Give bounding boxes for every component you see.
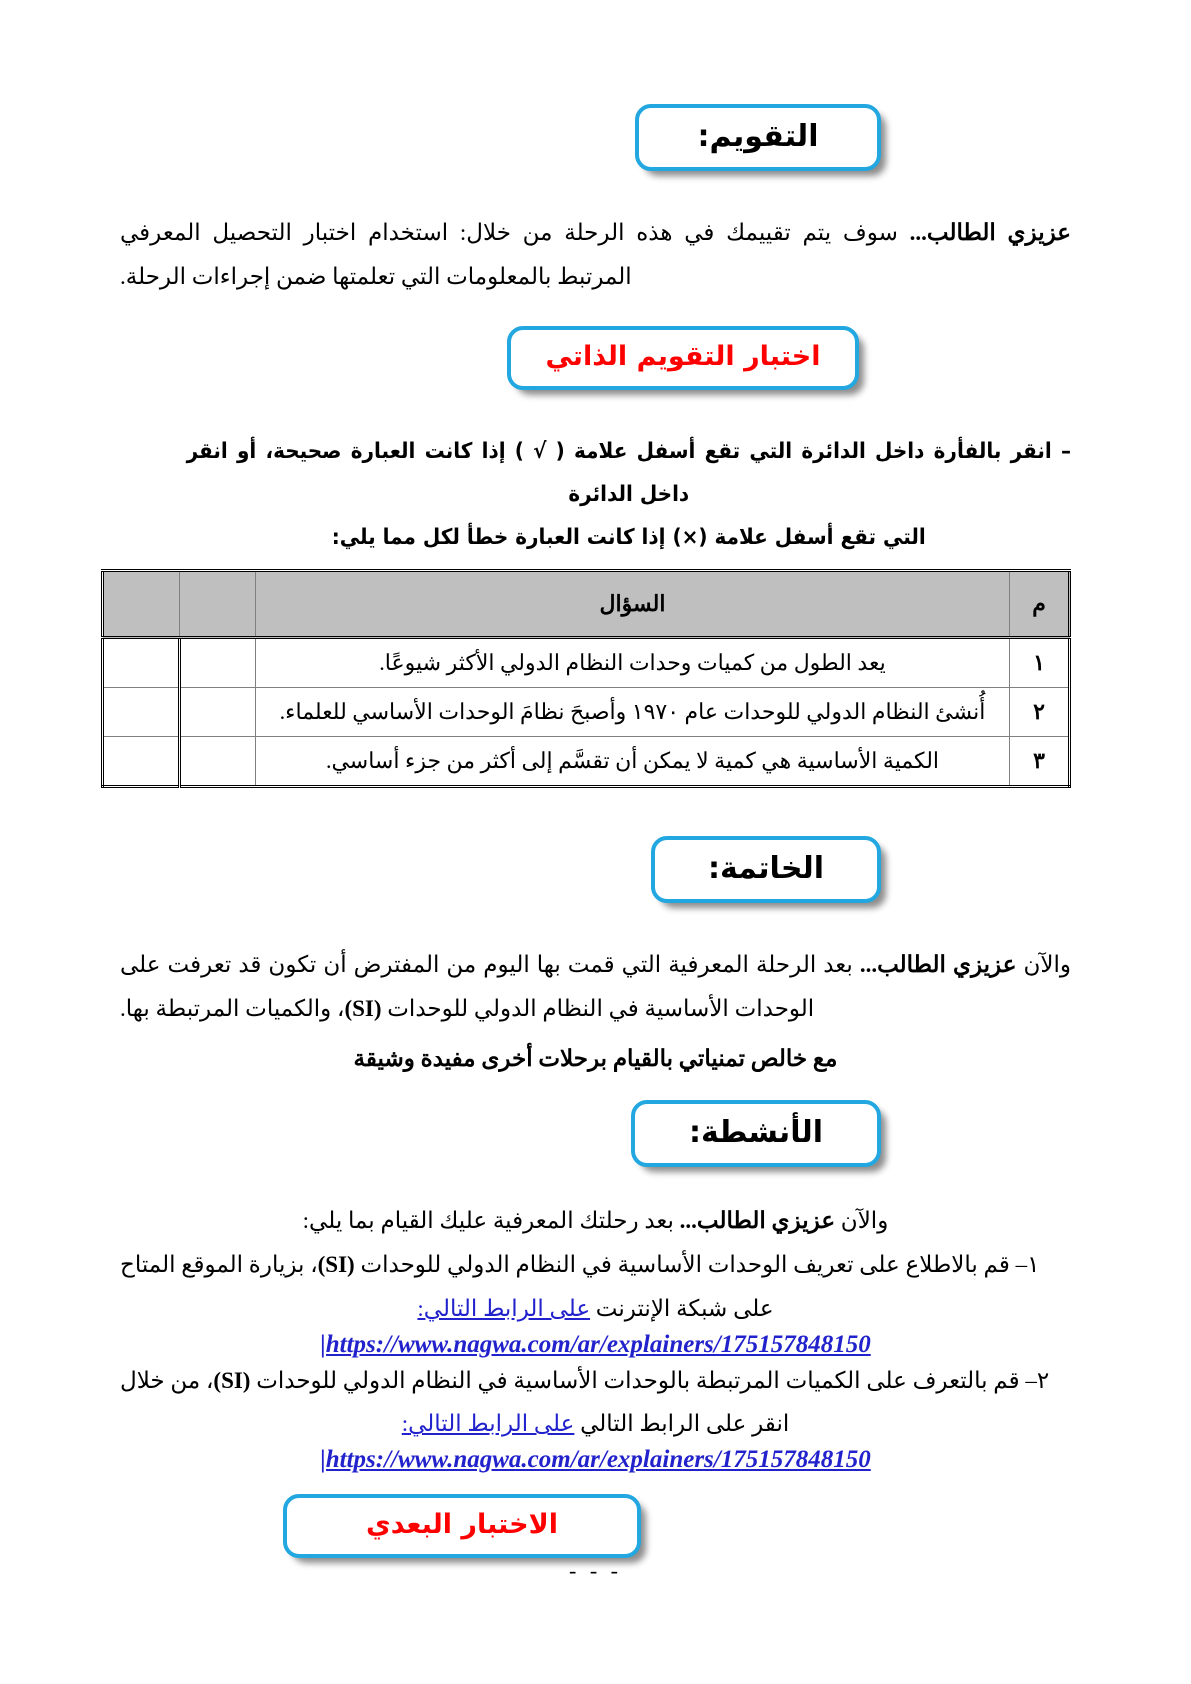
- evaluation-paragraph-bold: عزيزي الطالب...: [909, 220, 1072, 245]
- table-head: [103, 571, 1070, 638]
- selftest-title-text: اختبار التقويم الذاتي: [545, 341, 821, 373]
- selftest-instruction-line2: التي تقع أسفل علامة (×) إذا كانت العبارة خطأ لكل مما يلي:: [331, 525, 926, 551]
- table-row: [103, 688, 1070, 737]
- spacer-after-eval-title: [120, 171, 1071, 211]
- activities-intro-bold: عزيزي الطالب...: [679, 1208, 836, 1234]
- table-header-number: [1010, 571, 1070, 638]
- conclusion-line1-prefix: والآن: [1016, 952, 1072, 978]
- row-answer-true-cell[interactable]: [180, 737, 256, 787]
- row-answer-true-cell[interactable]: [180, 688, 256, 737]
- top-spacer-2: [120, 80, 1071, 104]
- spacer-after-conclusion-title: [120, 903, 1071, 943]
- selftest-instruction-line1: – انقر بالفأرة داخل الدائرة التي تقع أسفل علامة ( √ ) إذا كانت العبارة صحيحة، أو انقر داخل الدائرة: [186, 439, 1071, 508]
- activity-1-marker: ١–: [1015, 1252, 1040, 1278]
- row-answer-true-cell[interactable]: [180, 638, 256, 688]
- conclusion-paragraph: [120, 943, 1071, 1030]
- table-row: [103, 737, 1070, 787]
- table-header-number-label: م: [1032, 591, 1046, 617]
- footer-dashes: - - -: [569, 1557, 622, 1583]
- activities-intro-prefix: والآن: [835, 1208, 889, 1234]
- conclusion-si-abbrev: (SI): [344, 995, 382, 1021]
- activities-intro: [120, 1199, 1071, 1243]
- spacer-before-selftest: [120, 298, 1071, 326]
- activity-1-url[interactable]: |https://www.nagwa.com/ar/explainers/175157848150: [320, 1330, 871, 1358]
- activities-intro-rest: بعد رحلتك المعرفية عليك القيام بما يلي:: [302, 1208, 680, 1234]
- activity-1-inline-link[interactable]: على الرابط التالي:: [417, 1295, 591, 1321]
- row-number: ٢: [1010, 688, 1070, 737]
- activities-title-text: الأنشطة:: [688, 1115, 824, 1151]
- conclusion-line1-bold: عزيزي الطالب...: [859, 952, 1017, 978]
- table-header-row: [103, 571, 1070, 638]
- posttest-title-text: الاختبار البعدي: [366, 1508, 558, 1540]
- evaluation-title-box: [635, 104, 881, 171]
- activity-1-text-part2: ، بزيارة الموقع المتاح: [120, 1252, 318, 1278]
- activity-1-url-line: [120, 1331, 1071, 1359]
- selftest-title-box: [507, 326, 859, 390]
- activity-2-line2: [120, 1402, 1071, 1446]
- table-header-mark-true: [180, 571, 256, 638]
- activity-2-text-part2: ، من خلال: [120, 1367, 214, 1393]
- activity-2-url[interactable]: |https://www.nagwa.com/ar/explainers/175157848150: [320, 1445, 871, 1473]
- self-assessment-table: [101, 569, 1071, 788]
- activity-2-inline-link[interactable]: على الرابط التالي:: [401, 1411, 575, 1437]
- evaluation-title-text: التقويم:: [697, 119, 819, 154]
- conclusion-title-text: الخاتمة:: [707, 851, 824, 887]
- activity-1-line2: [120, 1287, 1071, 1331]
- table-body: [103, 638, 1070, 787]
- table-row: [103, 638, 1070, 688]
- top-spacer: [120, 0, 1071, 80]
- row-question: يعد الطول من كميات وحدات النظام الدولي الأكثر شيوعًا.: [256, 638, 1010, 688]
- spacer-after-activities-title: [120, 1167, 1071, 1199]
- spacer-before-posttest: [120, 1474, 1071, 1494]
- conclusion-line2-part1: على الوحدات الأساسية في النظام الدولي للوحدات: [120, 952, 815, 1021]
- evaluation-paragraph-line2: بالمعلومات التي تعلمتها ضمن إجراءات الرحلة.: [120, 263, 552, 289]
- row-question: الكمية الأساسية هي كمية لا يمكن أن تقسَّم إلى أكثر من جزء أساسي.: [256, 737, 1010, 787]
- activities-title-box: [631, 1100, 881, 1167]
- row-number: ٣: [1010, 737, 1070, 787]
- evaluation-paragraph: [120, 211, 1071, 298]
- conclusion-closing-wish: مع خالص تمنياتي بالقيام برحلات أخرى مفيدة وشيقة: [353, 1046, 838, 1072]
- conclusion-line2-part2: ، والكميات المرتبطة بها.: [120, 995, 345, 1021]
- table-header-question: [256, 571, 1010, 638]
- row-question: أُنشئ النظام الدولي للوحدات عام ١٩٧٠ وأصبحَ نظامَ الوحدات الأساسي للعلماء.: [256, 688, 1010, 737]
- activity-2-text-part1: قم بالتعرف على الكميات المرتبطة بالوحدات الأساسية في النظام الدولي للوحدات: [250, 1367, 1026, 1393]
- row-answer-false-cell[interactable]: [103, 688, 180, 737]
- spacer-before-closing: [120, 1030, 1071, 1046]
- table-header-question-label: السؤال: [599, 591, 666, 617]
- posttest-title-row: [120, 1494, 1071, 1558]
- conclusion-title-row: [120, 836, 1071, 903]
- spacer-after-selftest-title: [120, 390, 1071, 430]
- activity-item-1: [120, 1243, 1071, 1287]
- evaluation-paragraph-rest: سوف يتم تقييمك في هذه الرحلة من خلال: استخدام اختبار التحصيل المعرفي المرتبط: [120, 220, 910, 289]
- selftest-title-row: [120, 326, 1071, 390]
- row-number: ١: [1010, 638, 1070, 688]
- activity-2-si-abbrev: (SI): [213, 1367, 251, 1393]
- activity-1-si-abbrev: (SI): [317, 1252, 355, 1278]
- conclusion-line1-rest: بعد الرحلة المعرفية التي قمت بها اليوم من المفترض أن تكون قد تعرفت: [167, 952, 860, 978]
- table-header-mark-false: [103, 571, 180, 638]
- activity-2-marker: ٢–: [1025, 1367, 1050, 1393]
- spacer-before-table: [120, 559, 1071, 569]
- row-answer-false-cell[interactable]: [103, 737, 180, 787]
- activities-title-row: [120, 1100, 1071, 1167]
- conclusion-title-box: [651, 836, 881, 903]
- spacer-before-activities: [120, 1072, 1071, 1100]
- spacer-after-table: [120, 788, 1071, 836]
- activity-1-text-part1: قم بالاطلاع على تعريف الوحدات الأساسية في النظام الدولي للوحدات: [354, 1252, 1016, 1278]
- activity-2-url-line: [120, 1446, 1071, 1474]
- activity-1-line2-prefix: على شبكة الإنترنت: [590, 1295, 774, 1321]
- activity-2-line2-prefix: انقر على الرابط التالي: [574, 1411, 790, 1437]
- activity-item-2: [120, 1359, 1071, 1403]
- posttest-title-box: [283, 1494, 641, 1558]
- row-answer-false-cell[interactable]: [103, 638, 180, 688]
- evaluation-title-row: [120, 104, 1071, 171]
